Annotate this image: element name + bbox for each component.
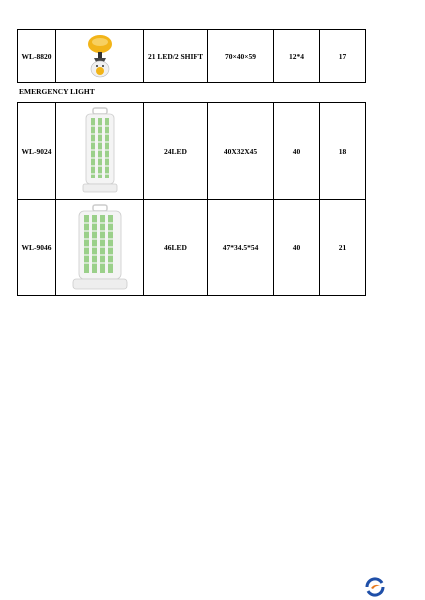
product-image-cell: [56, 200, 144, 296]
weight-cell: 18: [320, 103, 366, 200]
pack-cell: 40: [274, 200, 320, 296]
product-table-emergency: [17, 102, 366, 296]
led-cell: 21 LED/2 SHIFT: [144, 30, 208, 83]
pack-cell: 40: [274, 103, 320, 200]
emergency-lamp-small-icon: [78, 106, 122, 196]
product-image-cell: [56, 30, 144, 83]
size-cell: 40X32X45: [208, 103, 274, 200]
led-cell: 24LED: [144, 103, 208, 200]
product-image-cell: [56, 103, 144, 200]
section-heading: EMERGENCY LIGHT: [19, 87, 95, 96]
table-row: [18, 200, 366, 296]
model-cell: WL-9046: [18, 200, 56, 296]
product-table-top: [17, 29, 366, 83]
weight-cell: 17: [320, 30, 366, 83]
table-row: [18, 103, 366, 200]
led-cell: 46LED: [144, 200, 208, 296]
company-logo-icon: [364, 577, 386, 597]
pack-cell: 12*4: [274, 30, 320, 83]
model-cell: WL-8820: [18, 30, 56, 83]
hanging-lantern-icon: [85, 31, 115, 81]
weight-cell: 21: [320, 200, 366, 296]
table-row: [18, 30, 366, 83]
model-cell: WL-9024: [18, 103, 56, 200]
size-cell: 47*34.5*54: [208, 200, 274, 296]
emergency-lamp-large-icon: [69, 203, 131, 293]
size-cell: 70×40×59: [208, 30, 274, 83]
